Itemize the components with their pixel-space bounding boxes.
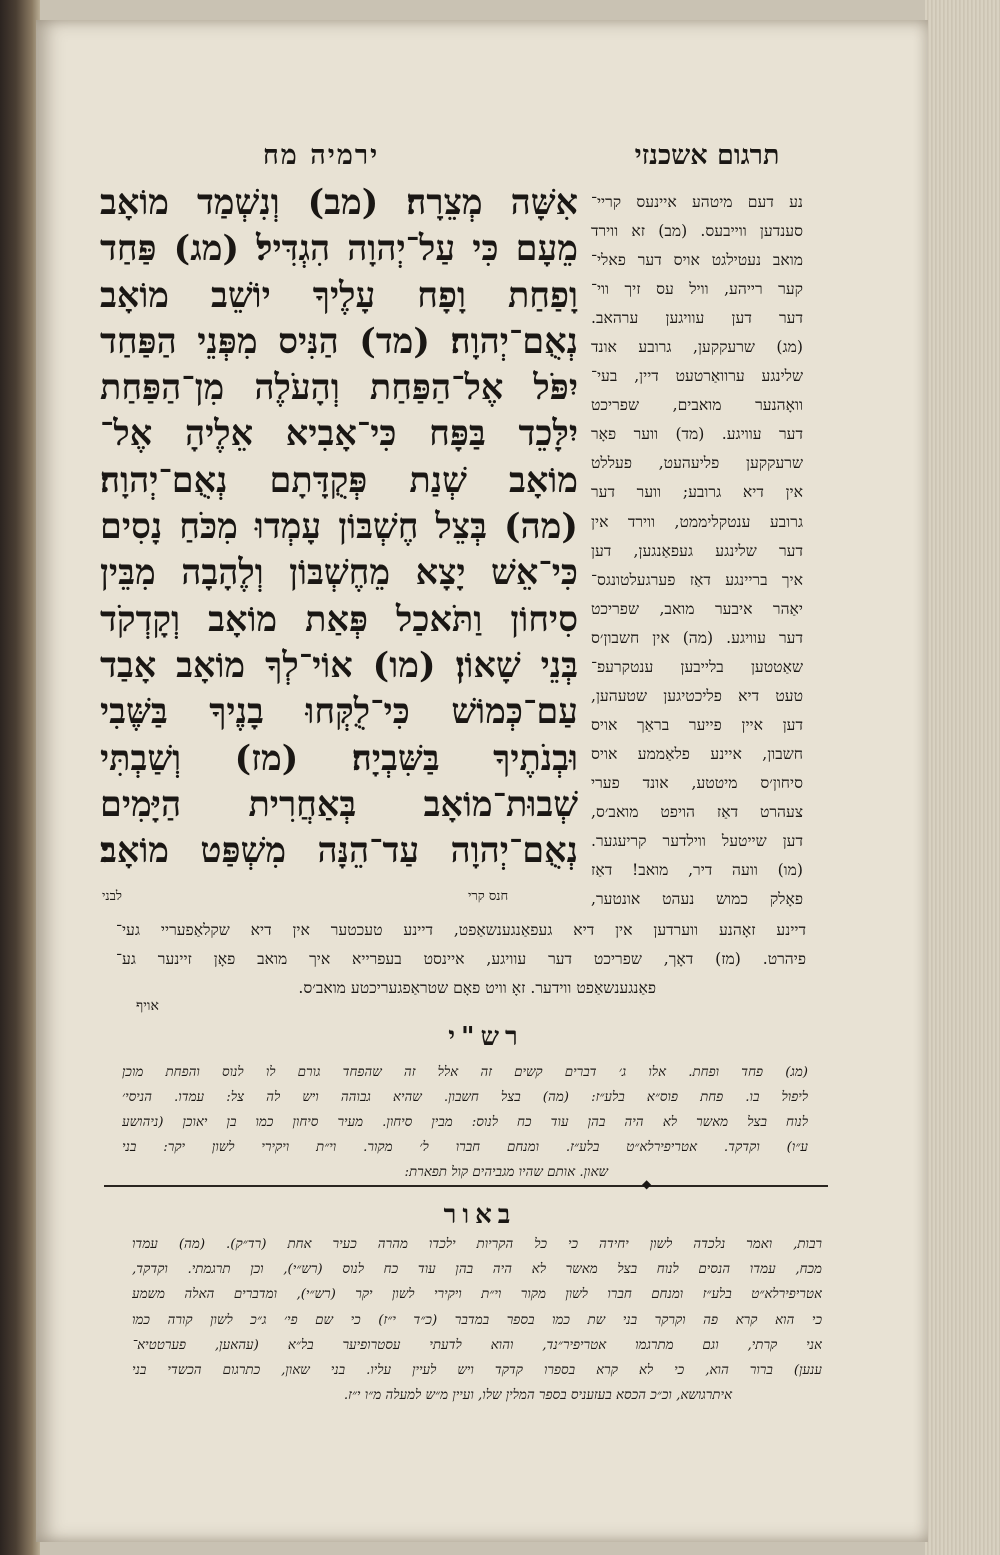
rashi-line: (מג) פחד ופחת. אלו ג׳ דברים קשים זה אלל זה שהפחד גורם לו לנוס והפחת מוכן [122,1065,808,1080]
main-text-line: אִשָּׁה מְצֵרָה׃ (מב) וְנִשְׁמַד מוֹאָב [100,182,578,223]
translation-line: איך בריינגע דאַז פערגעלטונגס־ [591,570,803,589]
translation-column [591,188,803,914]
translation-line: חשבון, איינע פלאַממע אויס [591,744,803,763]
book-binding [0,0,40,1555]
translation-line: אין דיא גרובע; ווער דער [591,483,803,502]
translation-line: דער עוויגע. (מד) ווער פאָר [591,425,803,444]
biur-line: מכח, עמדו הנסים לנוח בצל מאשר לא היה בהן עוד כח לנוס (רש״י), וכן תרגמתי. וקדקד, [132,1262,822,1278]
translation-line: גרובע ענטקליממט, ווירד אין [591,512,803,531]
biur-line: רבות, ואמר נלכדה לשון יחידה כי כל הקריות ילכדו מהרה כעיר אחת (רד״ק). (מה) עמדו [132,1237,822,1252]
book-page [36,20,928,1542]
divider-ornament: ◆ [642,1177,652,1191]
main-text-line: כִּי־אֵשׁ יָצָא מֵחֶשְׁבּוֹן וְלֶהָבָה מִבֵּין [100,552,578,594]
main-text-line: עַם־כְּמוֹשׁ כִּי־לֻקְּחוּ בָנֶיךָ בַּשֶּׁבִי [100,691,578,733]
translation-line: טעט דיא פליכטיגען שטעהען, [591,686,803,705]
page-edges [925,0,1000,1555]
rashi-line: שאון. אותם שהיו מגביהים קול תפארת: [404,1165,608,1180]
main-text-line: נְאֻם־יְהוָה׃ (מד) הַנִּיס מִפְּנֵי הַפַּחַד [100,320,578,362]
rashi-commentary [122,1060,808,1185]
main-text-line: מֵעָם כִּי עַל־יְהוָה הִגְדִּיל׃ (מג) פַּחַד [100,228,578,270]
biur-commentary [132,1232,822,1408]
translation-line: סיחון׳ס מיטטע, אונד פערי [591,773,803,792]
translation-line: קער רייהע, וויל עס זיך ווי־ [591,280,803,299]
running-head-book-chapter: ירמיה מח [262,140,380,171]
main-hebrew-text [100,180,578,874]
rashi-heading: רש"י [448,1022,524,1052]
rashi-line: לנוח בצל מאשר לא היה בהן עוד כח לנוס: מבין סיחון. מעיר סיחון כמו בן יאוכן (ניהושע [122,1115,808,1130]
main-text-line: בְּנֵי שָׁאוֹן׃ (מו) אוֹי־לְךָ מוֹאָב אָבַד [100,644,578,686]
translation-wide-line: דיינע זאָהנע ווערדען אין דיא געפאַנגענשאַפט, דיינע טעכטער אין דיא שקלאַפעריי געי־ [116,921,806,939]
catchword: אויף [136,998,159,1014]
translation-line: מואב נעטילגט אויס דער פאלי־ [591,251,803,270]
translation-line: דער עוויגע. (מה) אין חשבון׳ס [591,628,803,647]
translation-wide-continuation [116,916,806,1003]
biur-line: איתרגושא, וכ״כ הכסא בעזעניס בספר המלין שלו, ועיין מ״ש למעלה מ״ו י״ז. [343,1388,732,1404]
running-head-translation: תרגום אשכנזי [634,140,780,171]
biur-line: ענען) ברור הוא, כי לא קרא בספרו קדקד ויש לעיין עליו. בני שאון, כתרגום הכשדי בני [132,1362,822,1378]
translation-wide-line: פיהרט. (מז) דאָך, שפריכט דער עוויגע, איינסט בעפרייא איך מואב פאָן זיינער גע־ [116,950,806,968]
translation-line: דער דען עוויגען ערהאב. [591,309,803,328]
translation-line: שרעקקען פליעהעט, פעללט [591,454,803,473]
translation-line: וואָהנער מואבים, שפריכט [591,396,803,415]
biur-line: כי הוא קרא פה וקרקר בני שת כמו בספר במדבר (כ״ד י״ז) כי שם פי׳ ג״כ לשון קורה כמו [132,1312,822,1328]
translation-line: דען שייטעל ווילדער קריעגער. [591,832,803,851]
main-text-line: מוֹאָב שְׁנַת פְּקֻדָּתָם נְאֻם־יְהוָה׃ [100,459,578,501]
translation-line: צעהרט דאַז הויפט מואב׳ס, [591,802,803,821]
translation-wide-line: פאַנגענשאַפט ווידער. זאָ וויט פאָם שטראַפגעריכטע מואב׳ס. [298,979,656,997]
rashi-line: ליפול בו. פחת פוס״א בלע״ז: (מה) בצל חשבון. שהיא גבוהה ויש לה צל: עמדו. הניסי׳ [122,1090,808,1105]
translation-line: פאָלק כמוש נעהט אונטער, [591,890,803,909]
translation-line: דען איין פייער בראַך אויס [591,715,803,734]
biur-line: אני קרתי, וגם מתרגמו אטריפיר״נד, והוא לדעתי עסטרופיער בל״א (עהאען, פערטטיא־ [132,1337,822,1353]
margin-note-ketiv-kri: חנס קרי [468,889,509,904]
main-text-line: (מה) בְּצֵל חֶשְׁבּוֹן עָמְדוּ מִכֹּחַ נָסִים [100,506,578,548]
main-text-line: וּבְנֹתֶיךָ בַּשִּׁבְיָה׃ (מז) וְשַׁבְתִּי [100,737,578,779]
main-text-line: יִפֹּל אֶל־הַפַּחַת וְהָעֹלֶה מִן־הַפַּחַת [100,367,578,409]
main-text-line: נְאֻם־יְהוָה עַד־הֵנָּה מִשְׁפַּט מוֹאָב׃ [100,830,578,872]
rashi-line: ע״ו) וקדקד. אטריפירלא״ט בלע״ז. ומנחם חברו ל׳ מקור. וי״ת ויקירי לשון יקר: בני [122,1140,808,1155]
translation-line: (מו) וועה דיר, מואב! דאַז [591,861,803,880]
translation-line: דער שלינגע געפאַנגען, דען [591,541,803,560]
main-text-line: סִיחוֹן וַתֹּאכַל פְּאַת מוֹאָב וְקָדְקֹד [100,598,578,640]
translation-line: נע דעם מיטהע איינעס קריי־ [591,193,803,211]
biur-line: אטריפירלא״ט בלע״ז ומנחם חברו לשון מקור וי״ת ויקירי לשון יקר (רש״י), ומדברים האלה משמע [132,1287,822,1303]
main-text-line: וָפַחַת וָפָח עָלֶיךָ יוֹשֵׁב מוֹאָב [100,274,578,316]
section-divider-rule [104,1185,828,1187]
translation-line: (מג) שרעקקען, גרובע אונד [591,338,803,357]
main-text-line: שְׁבוּת־מוֹאָב בְּאַחֲרִית הַיָּמִים [100,783,578,825]
translation-line: יאַהר איבער מואב, שפריכט [591,599,803,618]
margin-note-lvnei: לבני [102,889,122,904]
main-text-line: יִלָּכֵד בַּפָּח כִּי־אָבִיא אֵלֶיהָ אֶל־ [100,413,578,455]
translation-line: שלינגע ערוואַרטעט דיין, בעי־ [591,367,803,386]
biur-heading: באור [443,1200,517,1230]
translation-line: סענדען ווייבעס. (מב) זא ווירד [591,222,803,241]
translation-line: שאַטטען בלייבען ענטקרעפ־ [591,657,803,676]
